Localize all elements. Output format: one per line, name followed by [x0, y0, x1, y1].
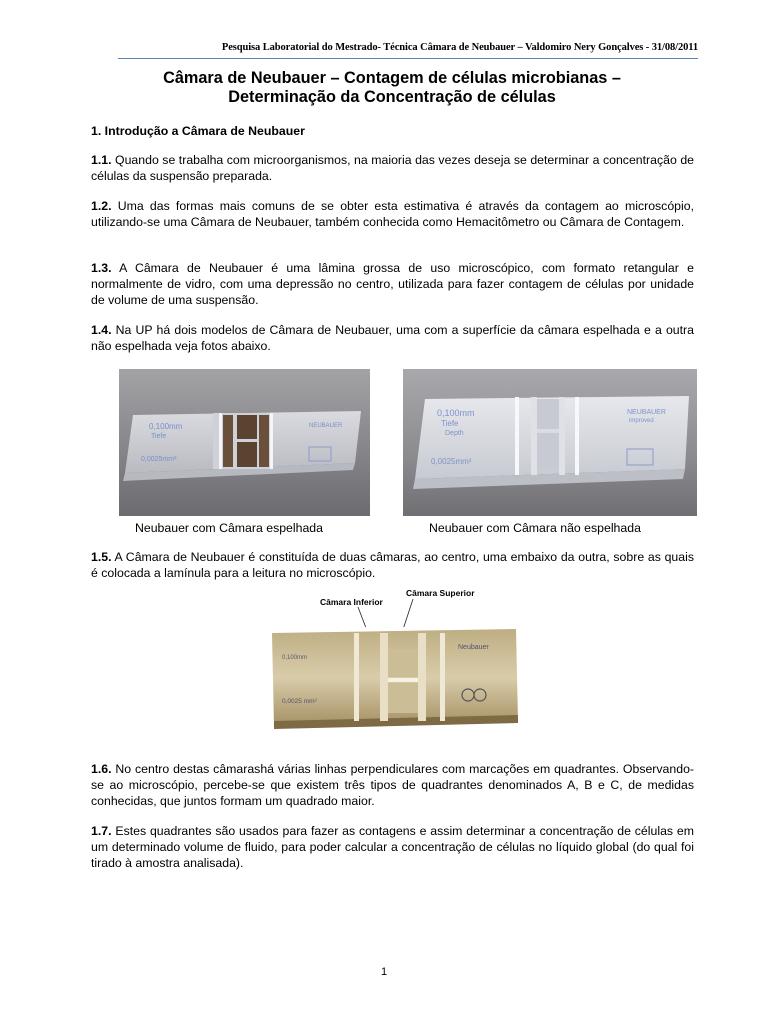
slide-depth-label: 0,100mm — [437, 408, 475, 418]
paragraph-number: 1.3. — [91, 261, 112, 275]
paragraph-text: Estes quadrantes são usados para fazer as contagens e assim determinar a concentração de células em um determinado volume de fluido, para poder calcular a concentração de células no líquido global (do qual foi tirado à amostra analisada). — [91, 824, 694, 870]
label-camara-inferior: Câmara Inferior — [320, 597, 383, 607]
paragraph-number: 1.5. — [91, 550, 112, 564]
slide-depth-label-3: Depth — [445, 430, 464, 437]
paragraph-text: Na UP há dois modelos de Câmara de Neubauer, uma com a superfície da câmara espelhada e a outra não espelhada veja fotos abaixo. — [91, 323, 694, 353]
paragraph-1-6 — [91, 762, 694, 809]
paragraph-number: 1.1. — [91, 153, 112, 167]
slide-depth-label-2: Tiefe — [151, 433, 167, 440]
label-camara-superior: Câmara Superior — [406, 588, 475, 598]
slide-area-label: 0,0025mm² — [141, 456, 177, 463]
caption-non-mirrored: Neubauer com Câmara não espelhada — [429, 521, 641, 535]
section-heading: 1. Introdução a Câmara de Neubauer — [91, 124, 305, 138]
title-line-2: Determinação da Concentração de células — [228, 88, 556, 106]
slide-depth-label: 0,100mm — [282, 655, 308, 661]
slide-brand-label: NEUBAUER — [309, 423, 343, 429]
slide-depth-label: 0,100mm — [149, 422, 183, 431]
paragraph-1-7 — [91, 824, 694, 871]
paragraph-number: 1.6. — [91, 762, 112, 776]
slide-area-label: 0,0025 mm² — [282, 698, 317, 705]
slide-brand-label-2: improved — [629, 418, 654, 424]
caption-mirrored: Neubauer com Câmara espelhada — [135, 521, 323, 535]
page-number: 1 — [380, 966, 388, 978]
slide-area-label: 0,0025mm² — [431, 457, 472, 466]
slide-brand-label: NEUBAUER — [627, 409, 666, 416]
paragraph-text: Quando se trabalha com microorganismos, na maioria das vezes deseja se determinar a concentração de células da suspensão preparada. — [91, 153, 694, 183]
paragraph-number: 1.7. — [91, 824, 112, 838]
paragraph-text: A Câmara de Neubauer é uma lâmina grossa de uso microscópico, com formato retangular e normalmente de vidro, com uma depressão no centro, utilizada para fazer contagem de células por unidade de volume de uma suspensão. — [91, 261, 694, 307]
slide-brand-label: Neubauer — [458, 644, 489, 651]
slide-depth-label-2: Tiefe — [441, 419, 459, 428]
paragraph-text: Uma das formas mais comuns de se obter esta estimativa é através da contagem ao microscópio, utilizando-se uma Câmara de Neubauer, também conhecida como Hemacitômetro ou Câmara de Contagem. — [91, 199, 694, 229]
paragraph-text: No centro destas câmarashá várias linhas perpendiculares com marcações em quadrantes. Observando-se ao microscópio, percebe-se que existem três tipos de quadrantes denominados A, B e C, de medidas conhecidas, que juntos formam um quadrado maior. — [91, 762, 694, 808]
title-line-1: Câmara de Neubauer – Contagem de células microbianas – — [163, 69, 621, 87]
paragraph-number: 1.2. — [91, 199, 112, 213]
paragraph-text: A Câmara de Neubauer é constituída de duas câmaras, ao centro, uma embaixo da outra, sobre as quais é colocada a lamínula para a leitura no microscópio. — [91, 550, 694, 580]
paragraph-number: 1.4. — [91, 323, 112, 337]
photo-chamber-labeled — [270, 627, 520, 729]
page-header: Pesquisa Laboratorial do Mestrado- Técnica Câmara de Neubauer – Valdomiro Nery Gonçalves - 31/08/2011 — [221, 42, 698, 53]
